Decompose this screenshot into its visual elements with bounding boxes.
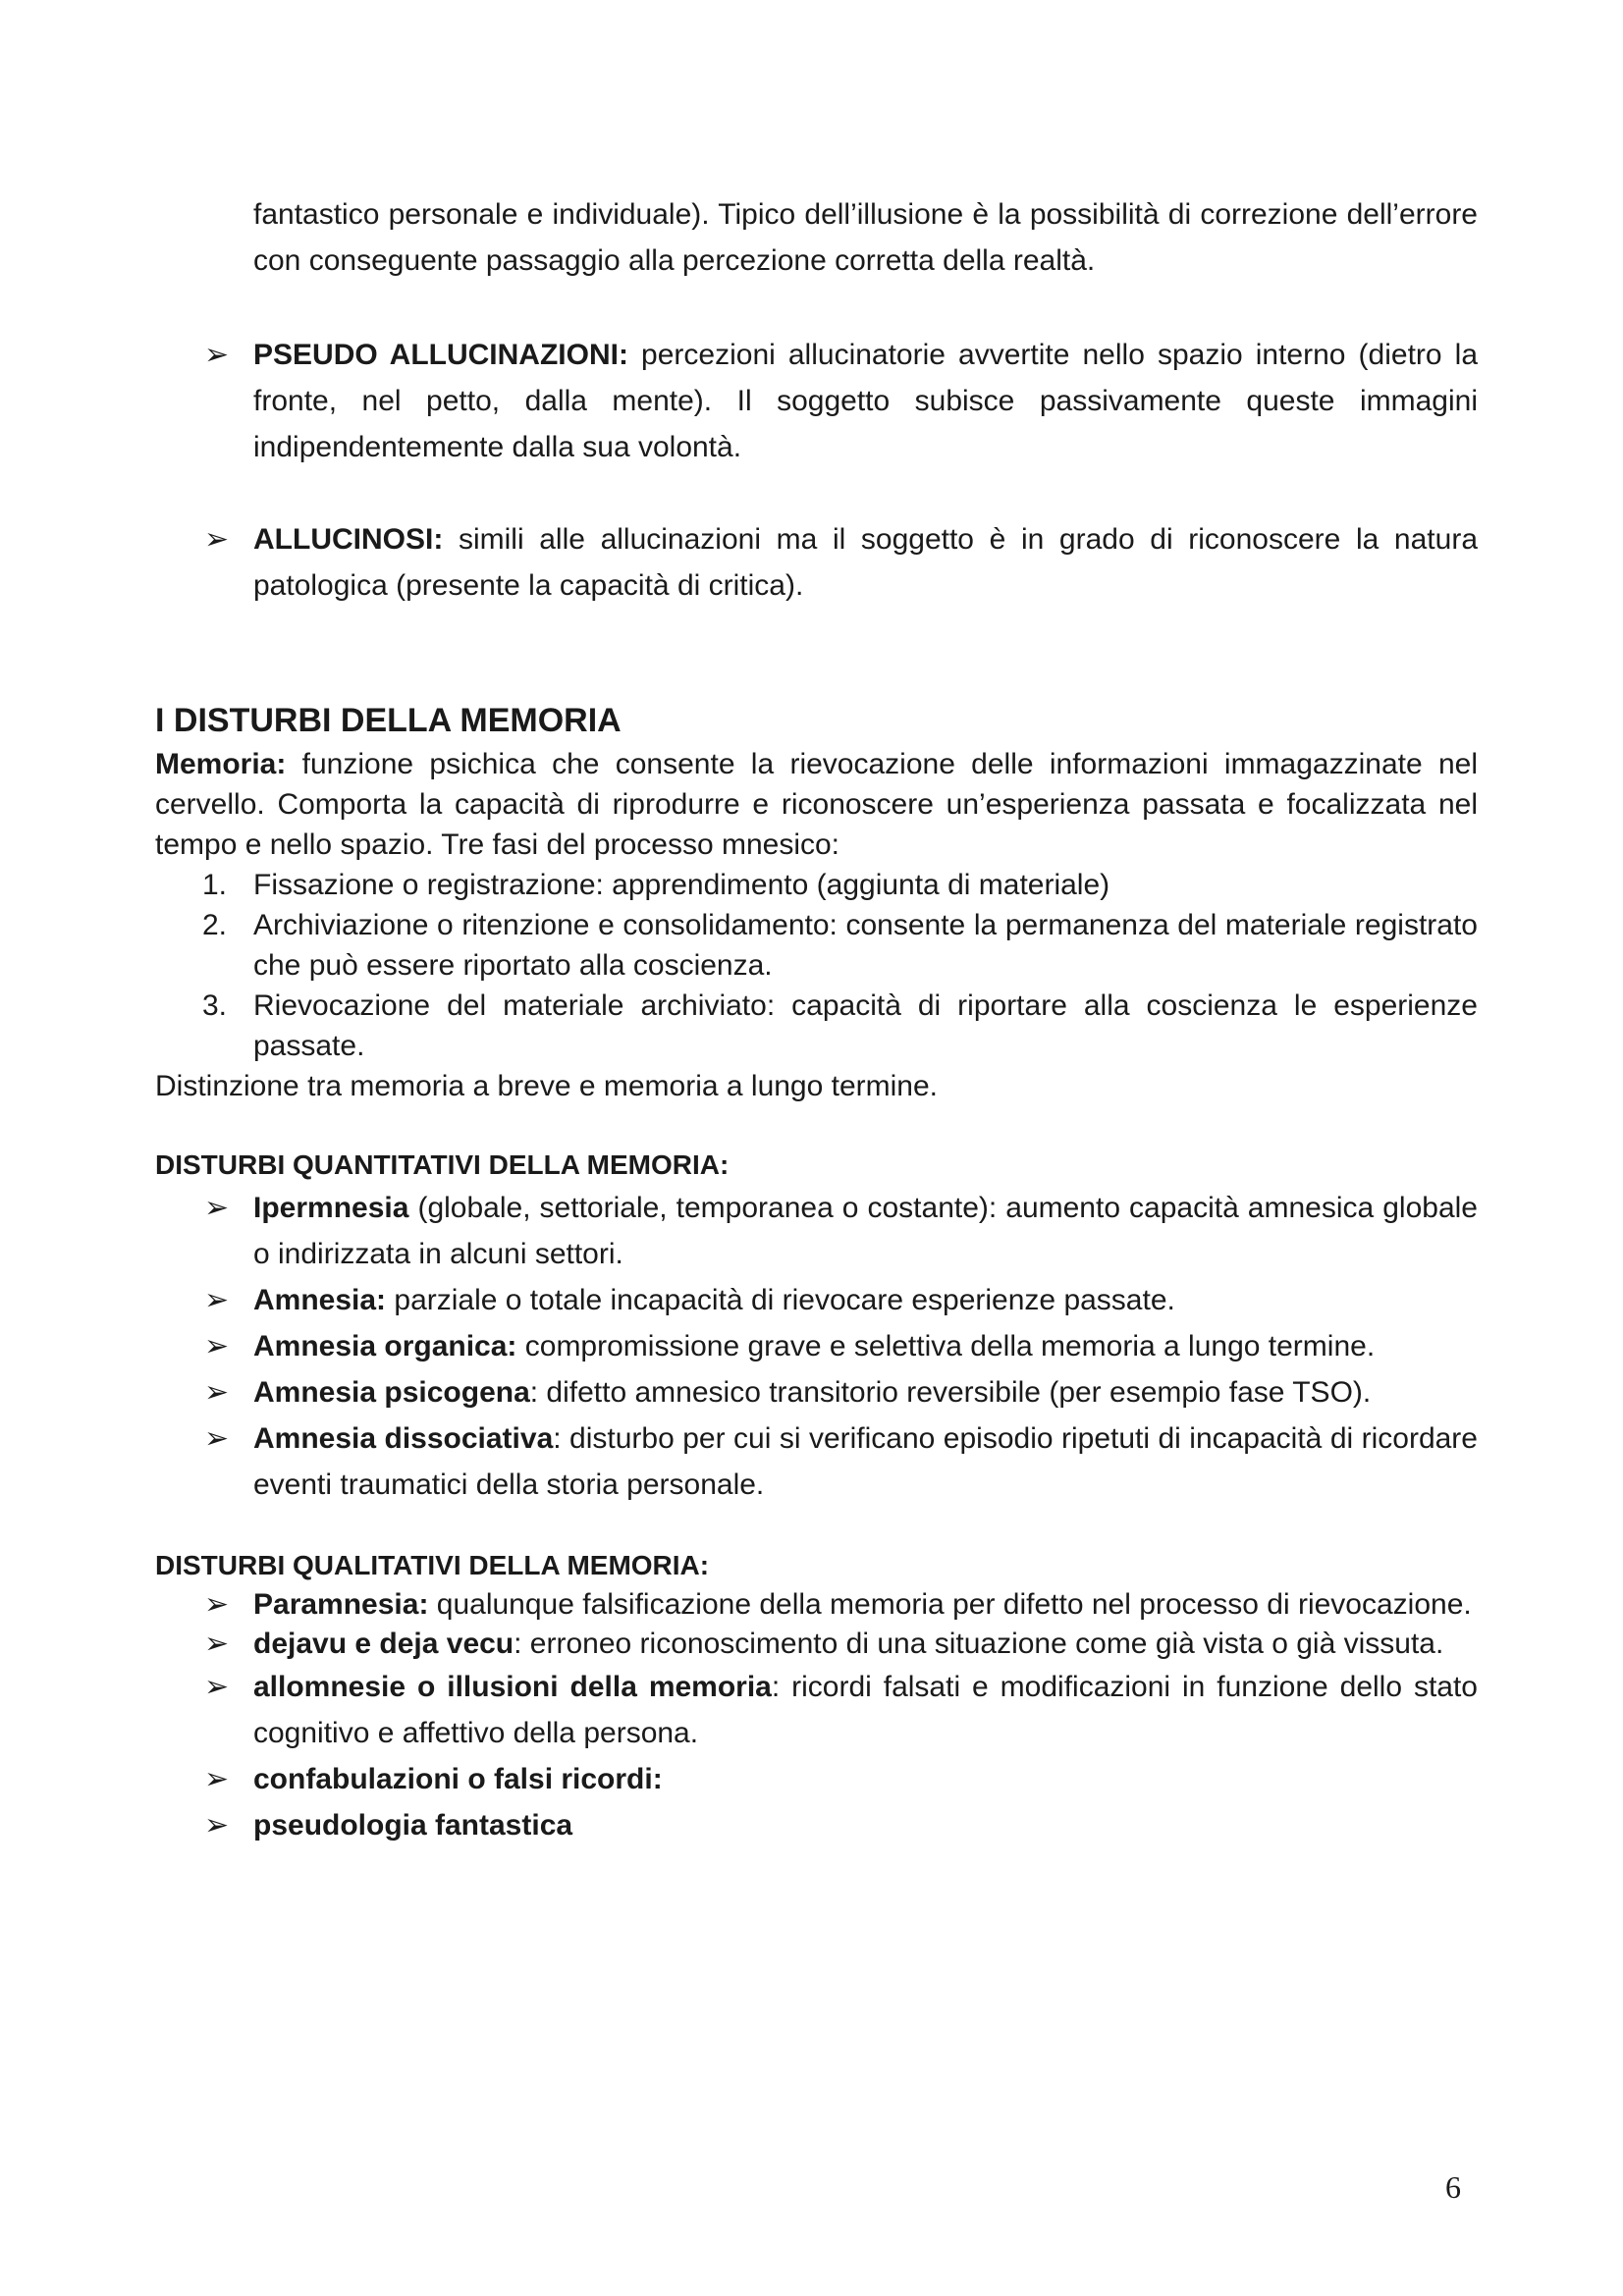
bullet-text: (globale, settoriale, temporanea o costante): aumento capacità amnesica globale o indirizzata in alcuni settori. (253, 1192, 1478, 1270)
list-item (204, 1277, 1478, 1323)
bullet-term: Paramnesia: (253, 1588, 429, 1621)
continuation-paragraph: fantastico personale e individuale). Tipico dell’illusione è la possibilità di correzione dell’errore con conseguente passaggio alla percezione corretta della realtà. (253, 198, 1478, 277)
bullet-term: PSEUDO ALLUCINAZIONI: (253, 339, 628, 371)
bullet-text: simili alle allucinazioni ma il soggetto è in grado di riconoscere la natura patologica (presente la capacità di critica). (253, 523, 1478, 602)
bullet-term: ALLUCINOSI: (253, 523, 444, 556)
arrow-bullet-icon: ➢ (204, 1422, 230, 1455)
arrow-bullet-icon: ➢ (204, 1671, 230, 1703)
list-item (202, 865, 1478, 905)
page-number: 6 (1445, 2169, 1461, 2205)
arrow-bullet-icon: ➢ (204, 1330, 230, 1362)
bullet-term: Amnesia psicogena (253, 1376, 530, 1409)
bullet-text: parziale o totale incapacità di rievocare esperienze passate. (386, 1284, 1175, 1316)
list-item (204, 1802, 1478, 1848)
bullet-term: pseudologia fantastica (253, 1809, 573, 1842)
list-item (204, 1415, 1478, 1508)
bullet-term: dejavu e deja vecu (253, 1628, 514, 1660)
bullet-text: : ricordi falsati e modificazioni in funzione dello stato cognitivo e affettivo della persona. (253, 1671, 1478, 1749)
bullet-term: allomnesie o illusioni della memoria (253, 1671, 772, 1703)
list-item (202, 986, 1478, 1066)
list-number: 2. (202, 909, 228, 941)
definition-text: funzione psichica che consente la rievocazione delle informazioni immagazzinate nel cervello. Comporta la capacità di riprodurre e riconoscere un’esperienza passata e focalizzata nel tempo e nello spazio. Tre fasi del processo mnesico: (155, 748, 1478, 861)
list-item (204, 1369, 1478, 1415)
list-item (204, 1323, 1478, 1369)
definition-term: Memoria: (155, 748, 287, 780)
quantitative-list (204, 1185, 1478, 1508)
bullet-term: Ipermnesia (253, 1192, 409, 1224)
bullet-text: : disturbo per cui si verificano episodio ripetuti di incapacità di ricordare eventi traumatici della storia personale. (253, 1422, 1478, 1501)
list-item-text: Archiviazione o ritenzione e consolidamento: consente la permanenza del materiale registrato che può essere riportato alla coscienza. (253, 909, 1478, 982)
list-number: 3. (202, 989, 228, 1022)
section-title: I DISTURBI DELLA MEMORIA (155, 702, 622, 739)
arrow-bullet-icon: ➢ (204, 1763, 230, 1795)
list-item (204, 1185, 1478, 1277)
bullet-term: Amnesia dissociativa (253, 1422, 554, 1455)
bullet-term: confabulazioni o falsi ricordi: (253, 1763, 663, 1795)
arrow-bullet-icon: ➢ (204, 1628, 230, 1660)
list-item (204, 1664, 1478, 1756)
arrow-bullet-icon: ➢ (204, 1192, 230, 1224)
phases-list (202, 865, 1478, 1066)
bullet-allucinosi (204, 516, 1478, 609)
list-item (204, 1756, 1478, 1802)
bullet-term: Amnesia: (253, 1284, 387, 1316)
arrow-bullet-icon: ➢ (204, 339, 230, 371)
list-item (204, 1585, 1478, 1625)
qualitative-subtitle: DISTURBI QUALITATIVI DELLA MEMORIA: (155, 1550, 710, 1580)
bullet-pseudo-allucinazioni (204, 332, 1479, 470)
list-number: 1. (202, 869, 228, 901)
quantitative-subtitle: DISTURBI QUANTITATIVI DELLA MEMORIA: (155, 1149, 730, 1180)
list-item-text: Fissazione o registrazione: apprendimento (aggiunta di materiale) (253, 869, 1110, 901)
arrow-bullet-icon: ➢ (204, 523, 230, 556)
arrow-bullet-icon: ➢ (204, 1809, 230, 1842)
list-item (202, 905, 1478, 986)
memoria-definition (155, 744, 1478, 865)
list-item (204, 1625, 1478, 1664)
bullet-text: : erroneo riconoscimento di una situazione come già vista o già vissuta. (514, 1628, 1444, 1660)
bullet-text: : difetto amnesico transitorio reversibile (per esempio fase TSO). (529, 1376, 1372, 1409)
list-item-text: Rievocazione del materiale archiviato: capacità di riportare alla coscienza le esperienze passate. (253, 989, 1478, 1062)
arrow-bullet-icon: ➢ (204, 1588, 230, 1621)
qualitative-list (204, 1585, 1478, 1848)
bullet-text: qualunque falsificazione della memoria per difetto nel processo di rievocazione. (428, 1588, 1472, 1621)
distinction-text: Distinzione tra memoria a breve e memoria a lungo termine. (155, 1070, 939, 1102)
arrow-bullet-icon: ➢ (204, 1284, 230, 1316)
bullet-text: percezioni allucinatorie avvertite nello spazio interno (dietro la fronte, nel petto, dalla mente). Il soggetto subisce passivamente queste immagini indipendentemente dalla sua volontà. (253, 339, 1479, 463)
arrow-bullet-icon: ➢ (204, 1376, 230, 1409)
bullet-text: compromissione grave e selettiva della memoria a lungo termine. (516, 1330, 1376, 1362)
bullet-term: Amnesia organica: (253, 1330, 517, 1362)
